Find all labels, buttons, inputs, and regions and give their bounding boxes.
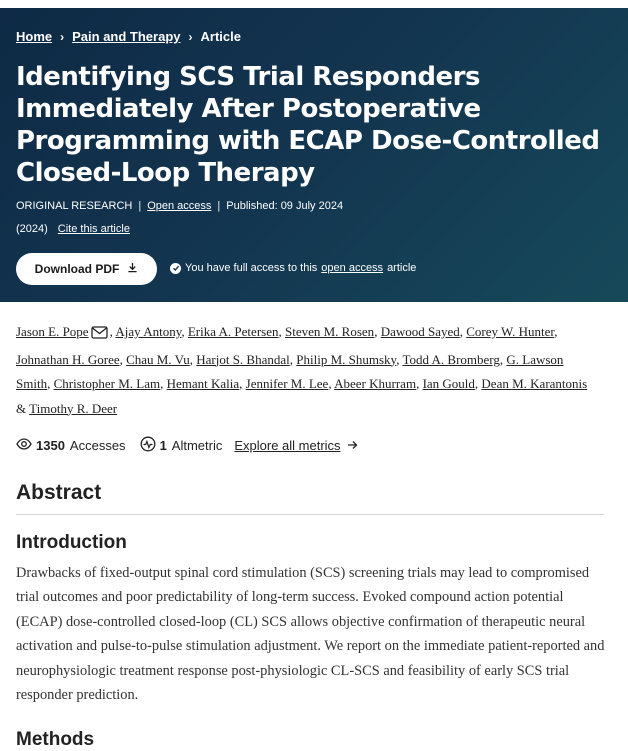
breadcrumb-current: Article [200, 29, 241, 44]
access-open-access-link[interactable]: open access [321, 262, 384, 274]
download-icon [127, 262, 138, 276]
author-link[interactable]: Philip M. Shumsky [296, 351, 397, 367]
introduction-text: Drawbacks of fixed-output spinal cord stimulation (SCS) screening trials may lead to compromised trial outcomes and poor predictability of long-term success. Evoked compound action potential (ECAP) dose-controlled closed-loop (CL) SCS allows objective confirmation of therapeutic neural activation and pulse-to-pulse stimulation adjustment. We report on the immediate patient-reported and neurophysiologic treatment response post-physiologic CL-SCS and feasibility of early SCS trial responder prediction. [16, 565, 605, 704]
author-link[interactable]: Corey W. Hunter [466, 324, 555, 339]
accesses-label: Accesses [69, 438, 126, 453]
author-link[interactable]: Ajay Antony [115, 324, 182, 339]
author-link[interactable]: Hemant Kalia [166, 376, 240, 391]
abstract-heading: Abstract [16, 481, 102, 504]
meta-divider: | [138, 200, 142, 212]
accesses-count: 1350 [36, 438, 65, 453]
methods-heading: Methods [16, 729, 95, 750]
author-link[interactable]: Todd A. Bromberg [402, 351, 500, 367]
author-link[interactable]: Dawood Sayed [380, 324, 460, 339]
meta-divider: | [217, 200, 221, 212]
open-access-link[interactable]: Open access [147, 200, 212, 212]
author-link[interactable]: Ian Gould [422, 376, 475, 391]
altmetric-label: Altmetric [171, 438, 223, 453]
explore-metrics-link[interactable] [234, 438, 357, 453]
breadcrumb-section[interactable]: Pain and Therapy [72, 29, 181, 44]
altmetric-icon [140, 436, 156, 455]
breadcrumb-separator: › [188, 29, 193, 44]
cite-article-link[interactable]: Cite this article [57, 223, 130, 235]
article-type: ORIGINAL RESEARCH [16, 200, 133, 212]
author-link[interactable]: Abeer Khurram [334, 376, 417, 391]
altmetric-count: 1 [159, 438, 167, 453]
author-link[interactable]: Steven M. Rosen [284, 324, 375, 339]
author-link[interactable]: Erika A. Petersen [187, 324, 279, 339]
article-meta [16, 200, 343, 212]
author-link[interactable]: G. Lawson Smith [16, 351, 564, 391]
authors-and: & [16, 400, 27, 416]
download-pdf-label: Download PDF [34, 262, 120, 276]
check-icon [170, 263, 181, 274]
explore-metrics-label: Explore all metrics [234, 438, 341, 453]
breadcrumb-home[interactable]: Home [16, 29, 53, 44]
access-suffix: article [387, 262, 417, 274]
arrow-right-icon [347, 438, 358, 453]
metrics-bar [16, 436, 358, 455]
author-link[interactable]: Jason E. Pope [16, 324, 89, 339]
mail-icon[interactable] [91, 323, 108, 348]
author-link[interactable]: Johnathan H. Goree [16, 351, 120, 367]
author-link[interactable]: Dean M. Karantonis [481, 376, 588, 391]
breadcrumb [16, 29, 241, 44]
author-list: Jason E. Pope , Ajay Antony, Erika A. Petersen, Steven M. Rosen, Dawood Sayed, Corey W. Hunter, Johnathan H. Goree, Chau M. Vu, Harjot S. Bhandal, Philip M. Shumsky, Todd A. Bromberg, G. Lawson Smith, Christopher M. Lam, Hemant Kalia, Jennifer M. Lee, Abeer Khurram, Ian Gould, Dean M. Karantonis & Timothy R. Deer [16, 324, 588, 416]
published-date: Published: 09 July 2024 [226, 200, 344, 212]
author-link[interactable]: Jennifer M. Lee [245, 376, 329, 391]
author-link[interactable]: Harjot S. Bhandal [196, 351, 290, 367]
access-notice [170, 262, 416, 274]
article-header [0, 8, 628, 302]
eye-icon [16, 436, 32, 455]
author-link[interactable]: Christopher M. Lam [53, 376, 161, 391]
author-link[interactable]: Chau M. Vu [126, 351, 190, 367]
breadcrumb-separator: › [60, 29, 65, 44]
access-text: You have full access to this [185, 262, 318, 274]
article-year: (2024) [16, 223, 48, 235]
author-link[interactable]: Timothy R. Deer [29, 400, 118, 416]
article-meta-2 [16, 223, 130, 235]
page-title: Identifying SCS Trial Responders Immediately After Postoperative Programming with ECAP Dose-Controlled Closed-Loop Therapy [16, 62, 600, 188]
introduction-heading: Introduction [16, 532, 127, 553]
download-pdf-button[interactable] [16, 253, 157, 285]
section-divider [16, 514, 604, 515]
